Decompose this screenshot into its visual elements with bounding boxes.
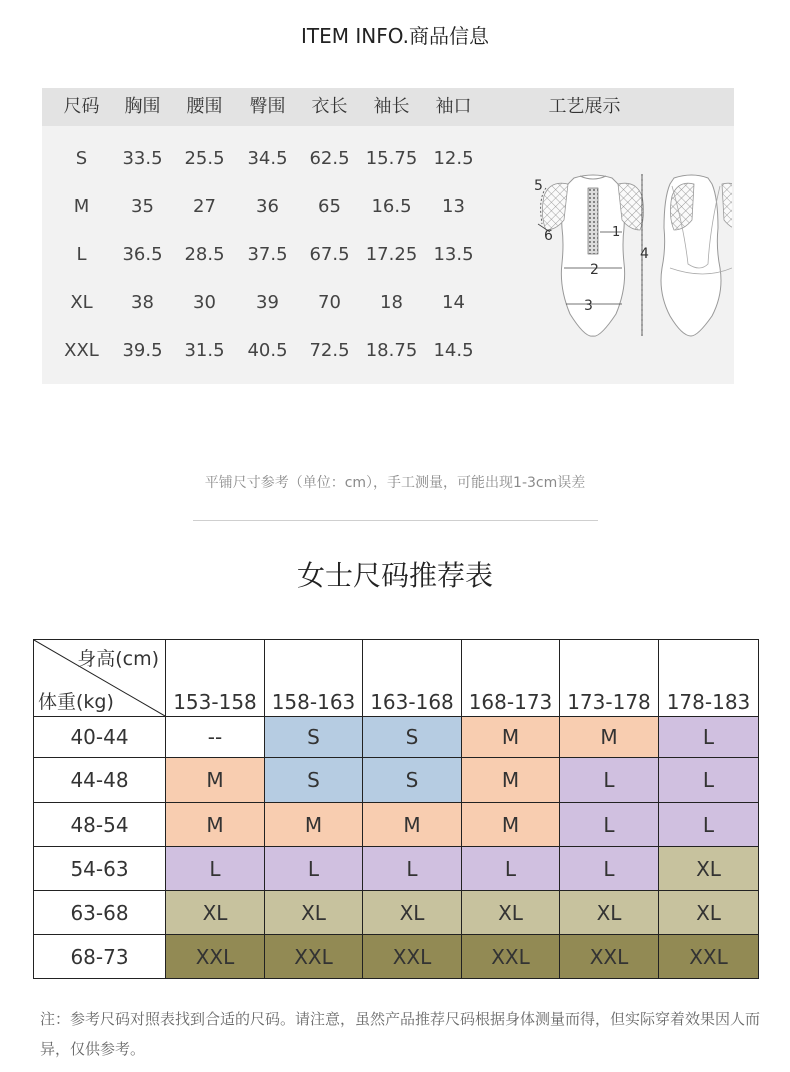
recommended-size-cell: XL (659, 891, 759, 935)
recommended-size-cell: M (462, 803, 560, 847)
size-measurement: 36 (256, 196, 279, 217)
weight-range-cell: 68-73 (34, 935, 166, 979)
size-measurement: 72.5 (309, 340, 350, 361)
diagram-label-1: 1 (612, 225, 621, 240)
weight-range-cell: 48-54 (34, 803, 166, 847)
diagram-label-5: 5 (534, 178, 543, 194)
recommended-size-cell: XL (363, 891, 462, 935)
recommended-size-cell: XXL (560, 935, 659, 979)
height-range-header: 178-183 (659, 640, 759, 717)
disclaimer-note: 注：参考尺码对照表找到合适的尺码。请注意，虽然产品推荐尺码根据身体测量而得，但实际穿着效果因人而异，仅供参考。 (40, 1010, 761, 1058)
back-view (661, 175, 732, 336)
recommended-size-cell: L (265, 847, 363, 891)
size-chart (42, 88, 734, 384)
recommended-size-cell: L (560, 847, 659, 891)
diagram-label-2: 2 (590, 262, 599, 278)
recommended-size-cell: L (166, 847, 265, 891)
size-measurement: 35 (131, 196, 154, 217)
size-measurement: 14 (442, 292, 465, 313)
height-range-header: 173-178 (560, 640, 659, 717)
size-label: XXL (64, 340, 99, 361)
recommended-size-cell: L (560, 803, 659, 847)
size-measurement: 25.5 (184, 148, 225, 169)
size-measurement: 40.5 (247, 340, 288, 361)
recommended-size-cell: M (462, 758, 560, 803)
size-measurement: 70 (318, 292, 341, 313)
recommended-size-cell: XL (659, 847, 759, 891)
header-length: 衣长 (311, 96, 348, 117)
size-measurement: 31.5 (184, 340, 225, 361)
weight-range-cell: 63-68 (34, 891, 166, 935)
recommended-size-cell: M (363, 803, 462, 847)
recommended-size-cell: S (265, 758, 363, 803)
size-chart-header (42, 88, 734, 126)
size-measurement: 33.5 (122, 148, 163, 169)
size-measurement: 62.5 (309, 148, 350, 169)
front-view (534, 174, 649, 336)
table-row (34, 891, 759, 935)
height-range-header: 168-173 (462, 640, 560, 717)
size-measurement: 67.5 (309, 244, 350, 265)
recommended-size-cell: L (659, 758, 759, 803)
size-measurement: 38 (131, 292, 154, 313)
page-title: ITEM INFO.商品信息 (300, 24, 490, 48)
recommended-size-cell: -- (166, 717, 265, 758)
recommended-size-cell: L (659, 803, 759, 847)
recommended-size-cell: XL (265, 891, 363, 935)
table-corner-header (34, 640, 166, 717)
size-measurement: 30 (193, 292, 216, 313)
recommended-size-cell: XL (560, 891, 659, 935)
recommendation-title: 女士尺码推荐表 (296, 559, 493, 592)
measurement-note: 平铺尺寸参考（单位：cm），手工测量，可能出现1-3cm误差 (204, 475, 586, 491)
size-measurement: 15.75 (365, 148, 418, 169)
height-axis-label: 身高(cm) (77, 648, 159, 670)
diagram-label-3: 3 (584, 298, 593, 314)
recommended-size-cell: XXL (265, 935, 363, 979)
divider (193, 520, 598, 521)
size-measurement: 12.5 (433, 148, 474, 169)
recommended-size-cell: L (462, 847, 560, 891)
size-measurement: 36.5 (122, 244, 163, 265)
table-row (34, 758, 759, 803)
size-label: S (75, 148, 88, 169)
size-measurement: 18.75 (365, 340, 418, 361)
header-hip: 臀围 (249, 96, 286, 117)
recommended-size-cell: M (265, 803, 363, 847)
recommended-size-cell: L (363, 847, 462, 891)
recommended-size-cell: M (560, 717, 659, 758)
recommended-size-cell: L (659, 717, 759, 758)
recommended-size-cell: M (462, 717, 560, 758)
header-cuff: 袖口 (435, 96, 472, 117)
size-measurement: 39 (256, 292, 279, 313)
size-measurement: 17.25 (365, 244, 418, 265)
size-measurement: 13.5 (433, 244, 474, 265)
weight-range-cell: 54-63 (34, 847, 166, 891)
size-measurement: 18 (380, 292, 403, 313)
header-craft-display: 工艺展示 (548, 96, 621, 117)
garment-measurement-diagram (492, 168, 732, 338)
size-measurement: 37.5 (247, 244, 288, 265)
table-row (34, 803, 759, 847)
recommended-size-cell: M (166, 758, 265, 803)
weight-range-cell: 40-44 (34, 717, 166, 758)
size-measurement: 28.5 (184, 244, 225, 265)
size-label: L (76, 244, 87, 265)
table-row (34, 717, 759, 758)
size-measurement: 34.5 (247, 148, 288, 169)
height-range-header: 158-163 (265, 640, 363, 717)
size-measurement: 16.5 (371, 196, 412, 217)
size-measurement: 65 (318, 196, 341, 217)
header-waist: 腰围 (186, 96, 223, 117)
recommended-size-cell: XXL (659, 935, 759, 979)
size-measurement: 14.5 (433, 340, 474, 361)
table-row (34, 847, 759, 891)
recommended-size-cell: XXL (363, 935, 462, 979)
height-range-header: 153-158 (166, 640, 265, 717)
height-range-header: 163-168 (363, 640, 462, 717)
size-measurement: 13 (442, 196, 465, 217)
recommended-size-cell: XL (462, 891, 560, 935)
size-measurement: 27 (193, 196, 216, 217)
recommended-size-cell: XXL (462, 935, 560, 979)
size-label: XL (70, 292, 93, 313)
weight-range-cell: 44-48 (34, 758, 166, 803)
header-chest: 胸围 (124, 96, 161, 117)
diagram-label-6: 6 (544, 228, 553, 244)
size-measurement: 39.5 (122, 340, 163, 361)
recommended-size-cell: S (265, 717, 363, 758)
header-sleeve-length: 袖长 (373, 96, 410, 117)
weight-axis-label: 体重(kg) (38, 691, 114, 713)
table-row (34, 935, 759, 979)
recommended-size-cell: S (363, 758, 462, 803)
diagram-label-4: 4 (640, 246, 649, 262)
recommended-size-cell: XL (166, 891, 265, 935)
recommended-size-cell: M (166, 803, 265, 847)
size-recommendation-table (33, 639, 759, 979)
recommended-size-cell: S (363, 717, 462, 758)
header-size: 尺码 (63, 96, 100, 117)
recommended-size-cell: XXL (166, 935, 265, 979)
recommended-size-cell: L (560, 758, 659, 803)
size-label: M (73, 196, 90, 217)
